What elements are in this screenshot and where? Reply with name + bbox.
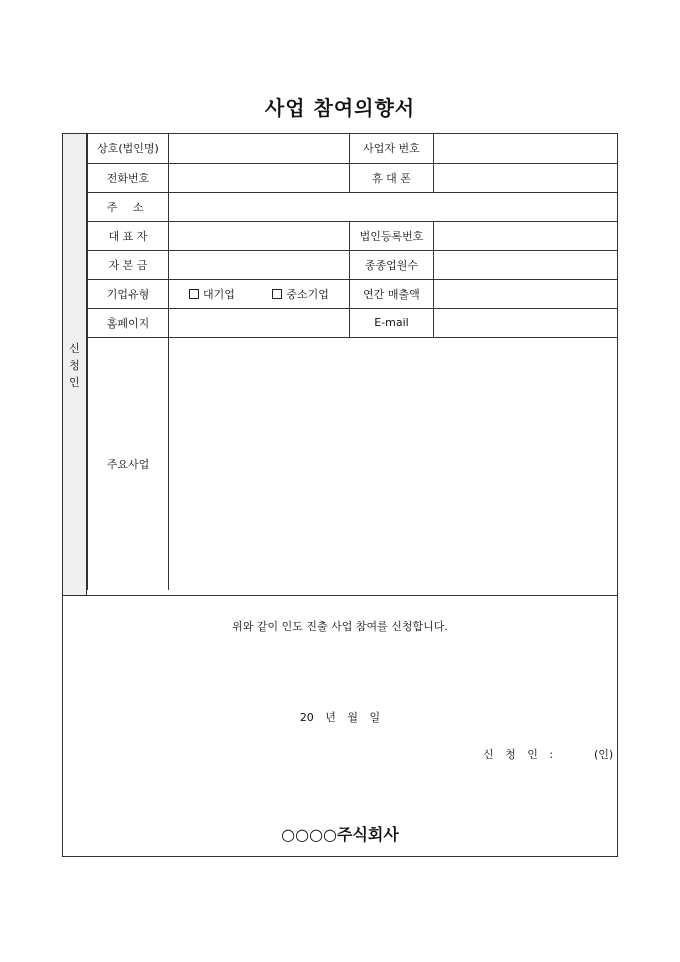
application-form bbox=[62, 133, 618, 857]
declaration-statement: 위와 같이 인도 진출 사업 참여를 신청합니다. bbox=[232, 620, 448, 633]
seal-mark: (인) bbox=[594, 748, 614, 761]
company-name-label: 상호(법인명) bbox=[88, 134, 169, 163]
email-field[interactable] bbox=[434, 308, 618, 337]
checkbox-icon[interactable] bbox=[272, 289, 282, 299]
table-row bbox=[88, 308, 618, 337]
document-title: 사업 참여의향서 bbox=[264, 96, 416, 120]
table-row bbox=[88, 337, 618, 590]
side-char-1: 신 bbox=[69, 342, 80, 355]
annual-sales-label: 연간 매출액 bbox=[350, 279, 434, 308]
large-company-label: 대기업 bbox=[203, 287, 235, 301]
ceo-field[interactable] bbox=[169, 221, 350, 250]
table-row bbox=[88, 250, 618, 279]
declaration-section bbox=[63, 595, 617, 858]
employees-field[interactable] bbox=[434, 250, 618, 279]
small-company-label: 중소기업 bbox=[286, 287, 329, 301]
side-char-3: 인 bbox=[69, 376, 80, 389]
company-type-label: 기업유형 bbox=[88, 279, 169, 308]
company-name-field[interactable] bbox=[169, 134, 350, 163]
employees-label: 종종업원수 bbox=[350, 250, 434, 279]
phone-label: 전화번호 bbox=[88, 163, 169, 192]
table-row bbox=[88, 134, 618, 163]
business-no-label: 사업자 번호 bbox=[350, 134, 434, 163]
applicant-signature-label: 신 청 인 : bbox=[483, 748, 558, 761]
business-no-field[interactable] bbox=[434, 134, 618, 163]
email-label: E-mail bbox=[350, 308, 434, 337]
mobile-field[interactable] bbox=[434, 163, 618, 192]
applicant-info-table bbox=[87, 134, 618, 590]
address-field[interactable] bbox=[169, 192, 618, 221]
applicant-side-label bbox=[63, 340, 86, 391]
company-type-options bbox=[169, 279, 350, 308]
phone-field[interactable] bbox=[169, 163, 350, 192]
large-company-option[interactable] bbox=[189, 286, 235, 302]
annual-sales-field[interactable] bbox=[434, 279, 618, 308]
main-business-label: 주요사업 bbox=[88, 337, 169, 590]
main-business-field[interactable] bbox=[169, 337, 618, 590]
homepage-field[interactable] bbox=[169, 308, 350, 337]
mobile-label: 휴 대 폰 bbox=[350, 163, 434, 192]
applicant-side-column bbox=[63, 134, 87, 596]
corp-reg-no-label: 법인등록번호 bbox=[350, 221, 434, 250]
capital-field[interactable] bbox=[169, 250, 350, 279]
small-company-option[interactable] bbox=[272, 286, 329, 302]
date-line: 20 년 월 일 bbox=[299, 711, 381, 724]
company-name: ○○○○주식회사 bbox=[281, 825, 399, 844]
table-row bbox=[88, 279, 618, 308]
checkbox-icon[interactable] bbox=[189, 289, 199, 299]
capital-label: 자 본 금 bbox=[88, 250, 169, 279]
address-label: 주 소 bbox=[88, 192, 169, 221]
corp-reg-no-field[interactable] bbox=[434, 221, 618, 250]
table-row bbox=[88, 192, 618, 221]
table-row bbox=[88, 163, 618, 192]
table-row bbox=[88, 221, 618, 250]
ceo-label: 대 표 자 bbox=[88, 221, 169, 250]
side-char-2: 청 bbox=[69, 359, 80, 372]
homepage-label: 홈페이지 bbox=[88, 308, 169, 337]
